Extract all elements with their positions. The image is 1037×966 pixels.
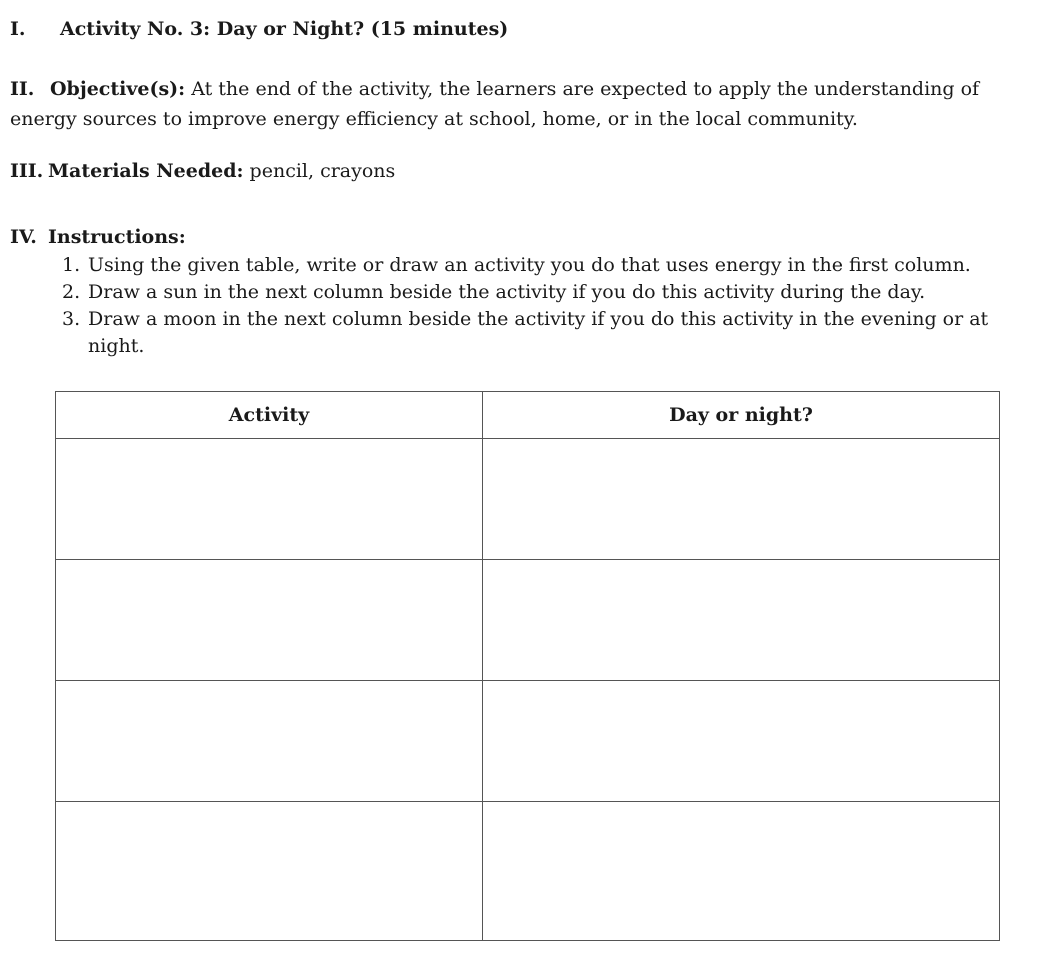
table-row — [56, 439, 1000, 560]
table-header-row — [56, 392, 1000, 439]
column-header-activity: Activity — [56, 392, 483, 439]
list-item-text: Using the given table, write or draw an activity you do that uses energy in the first column. — [88, 254, 971, 276]
activity-table — [55, 391, 1000, 941]
list-item — [62, 306, 1022, 360]
activity-title-text: Activity No. 3: Day or Night? (15 minutes) — [60, 18, 509, 40]
day-or-night-cell[interactable] — [483, 439, 1000, 560]
list-item-number: 3. — [62, 308, 81, 330]
table-row — [56, 802, 1000, 941]
column-header-day-or-night: Day or night? — [483, 392, 1000, 439]
activity-cell[interactable] — [56, 439, 483, 560]
instructions-list — [62, 252, 1022, 360]
activity-cell[interactable] — [56, 802, 483, 941]
section-numeral: III. — [10, 160, 44, 182]
day-or-night-cell[interactable] — [483, 560, 1000, 681]
materials-label: Materials Needed: — [48, 160, 244, 182]
objectives-label: Objective(s): — [50, 78, 186, 100]
section-numeral: I. — [10, 18, 26, 40]
instructions-label: Instructions: — [48, 226, 186, 248]
objectives-paragraph — [10, 74, 1025, 134]
list-item-number: 1. — [62, 254, 81, 276]
instructions-heading — [10, 226, 186, 248]
table-row — [56, 681, 1000, 802]
list-item — [62, 252, 1022, 279]
activity-cell[interactable] — [56, 560, 483, 681]
list-item-number: 2. — [62, 281, 81, 303]
table-row — [56, 560, 1000, 681]
list-item — [62, 279, 1022, 306]
day-or-night-cell[interactable] — [483, 681, 1000, 802]
activity-cell[interactable] — [56, 681, 483, 802]
day-or-night-cell[interactable] — [483, 802, 1000, 941]
section-numeral: II. — [10, 78, 35, 100]
activity-title — [10, 18, 508, 40]
materials-line — [10, 160, 395, 182]
materials-text: pencil, crayons — [249, 160, 396, 182]
objectives-text: At the end of the activity, the learners are expected to apply the understanding of energy sources to improve energy efficiency at school, home, or in the local community. — [10, 78, 980, 130]
list-item-text: Draw a sun in the next column beside the activity if you do this activity during the day. — [88, 281, 926, 303]
list-item-text: Draw a moon in the next column beside the activity if you do this activity in the evening or at night. — [88, 308, 989, 357]
section-numeral: IV. — [10, 226, 37, 248]
